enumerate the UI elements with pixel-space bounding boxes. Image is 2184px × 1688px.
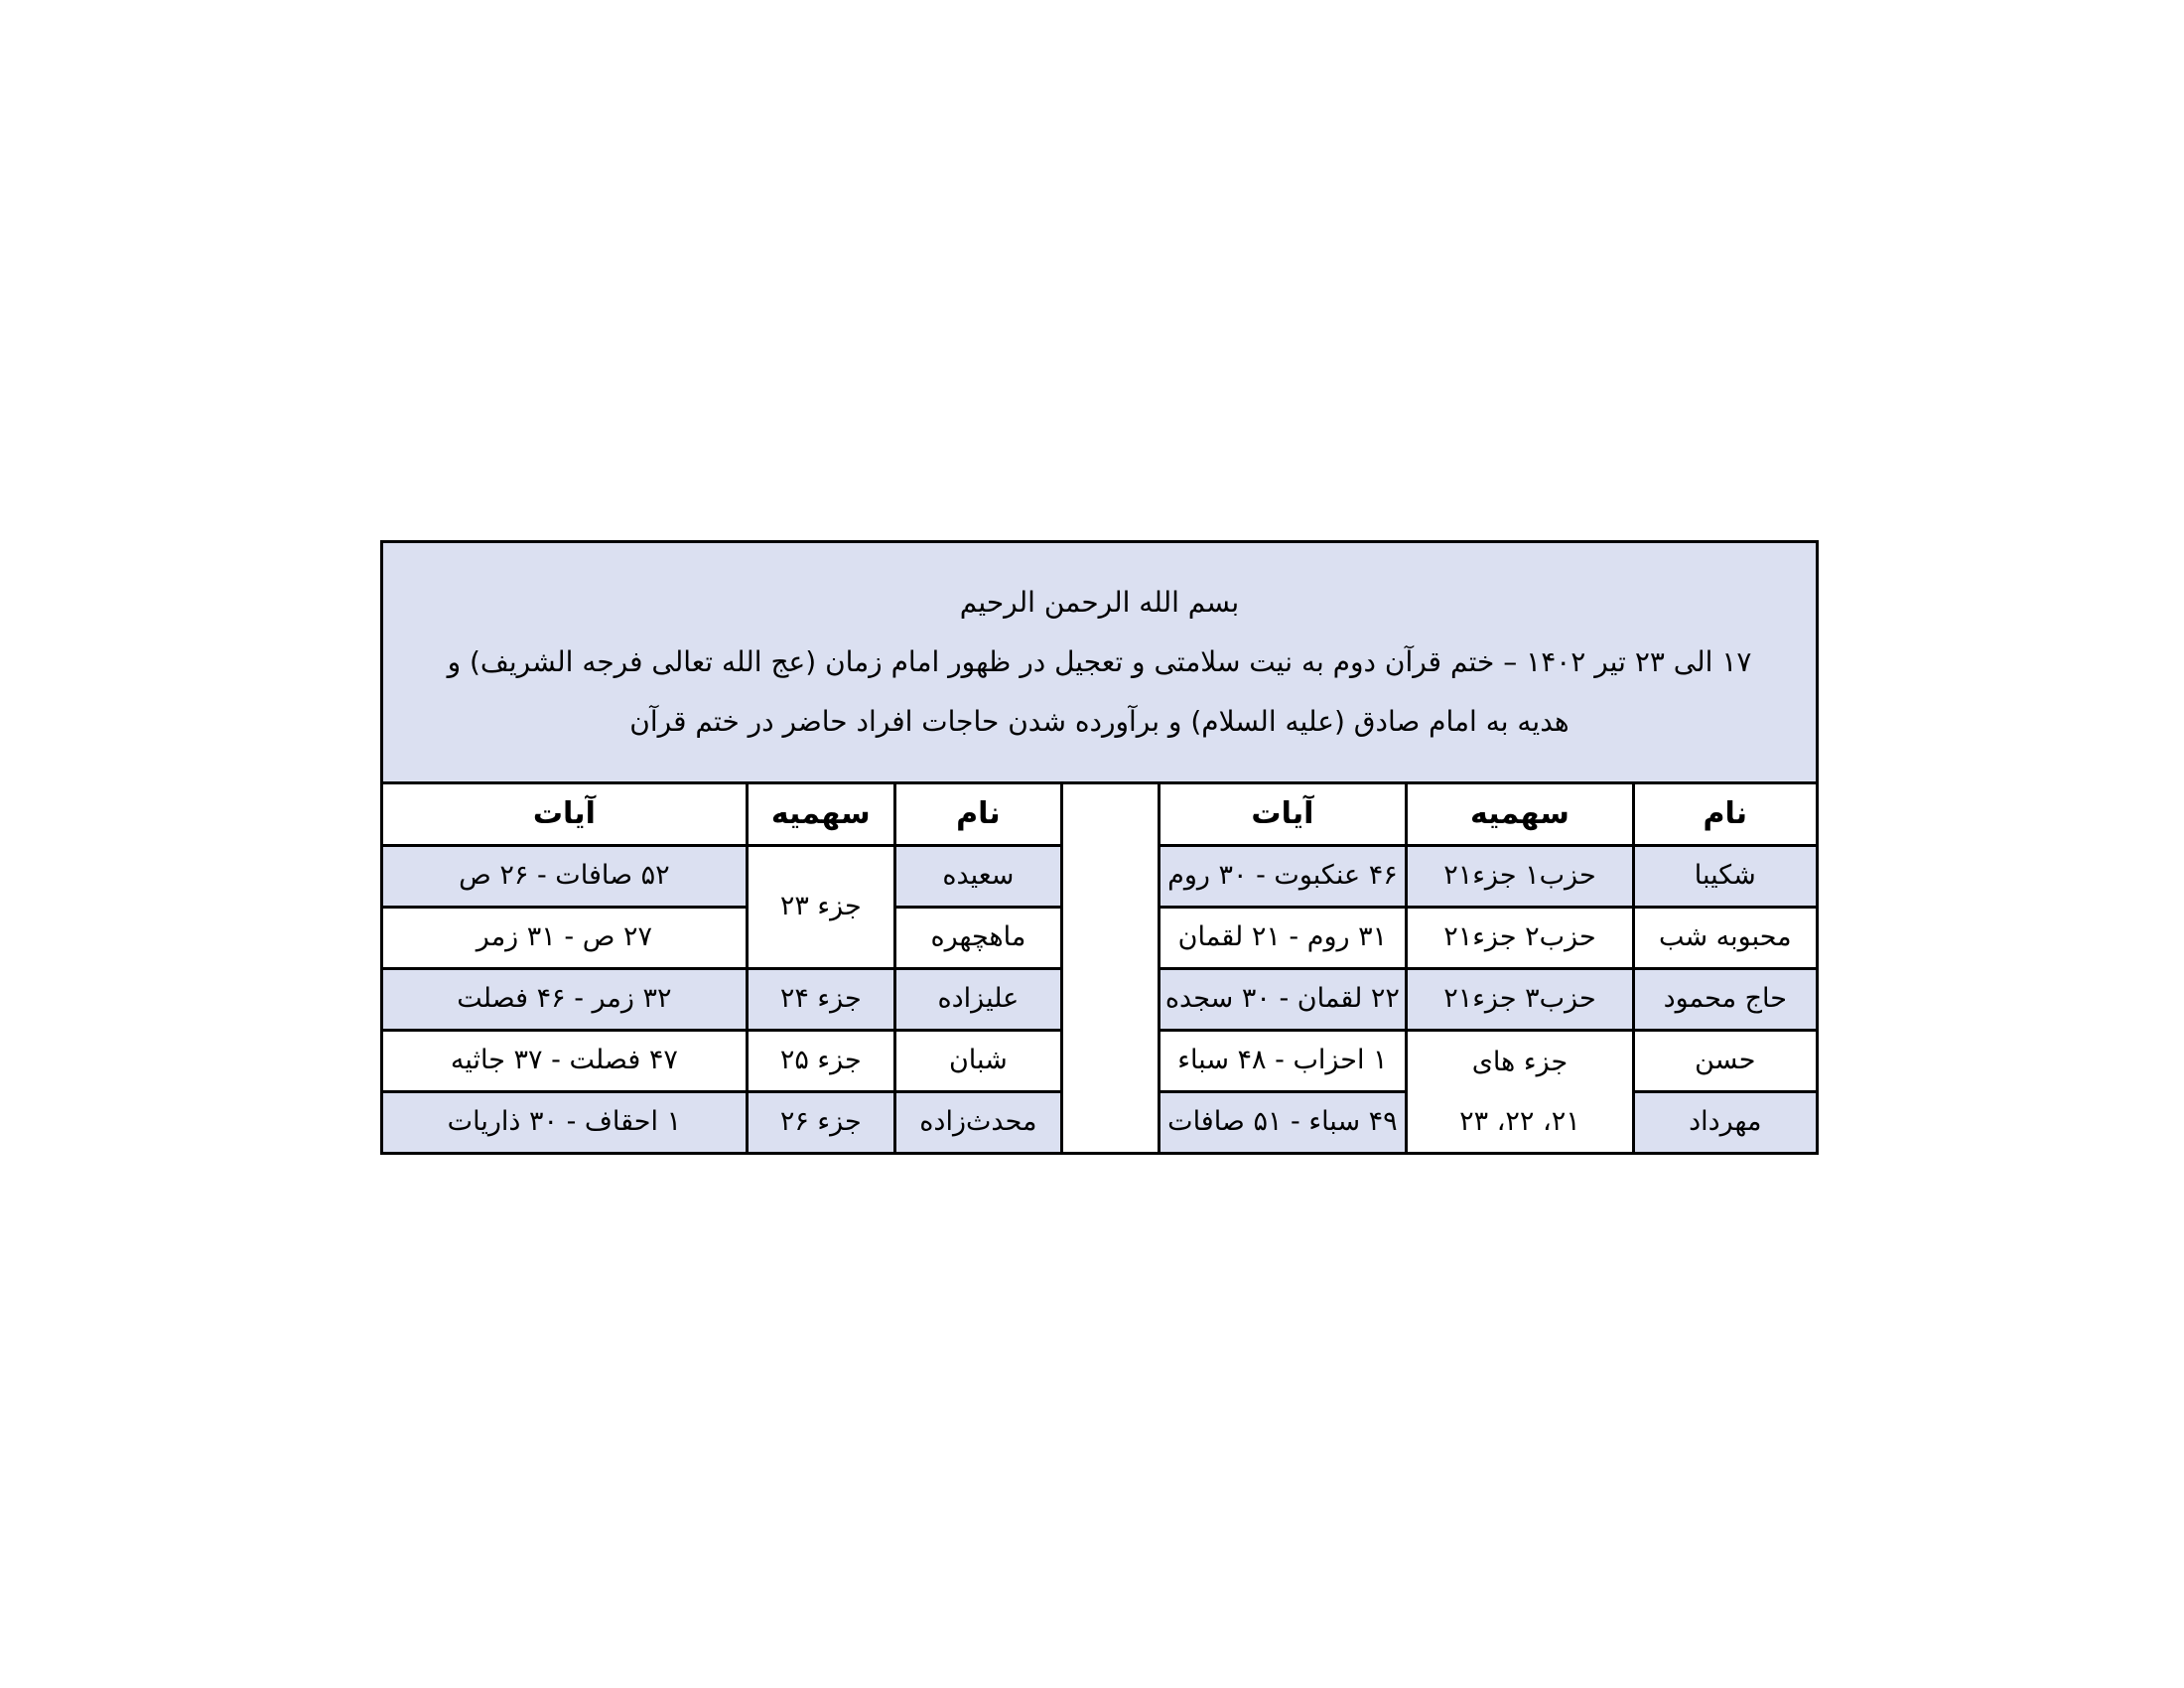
left-name-cell: سعیده [894,846,1061,908]
left-share-cell: جزء ۲۵ [747,1031,894,1092]
header-row [382,542,1818,783]
left-verses-header: آیات [382,783,748,846]
right-verses-cell: ۴۶ عنکبوت - ۳۰ روم [1159,846,1407,908]
right-verses-header: آیات [1159,783,1407,846]
merged-share-line-1: جزء های [1471,1046,1569,1077]
left-share-cell: جزء ۲۴ [747,969,894,1031]
quran-khatm-table [380,540,1819,1155]
right-name-cell: شکیبا [1633,846,1817,908]
dedication-line-2: هدیه به امام صادق (علیه السلام) و برآورده شدن حاجات افراد حاضر در ختم قرآن [629,705,1570,738]
left-name-cell: شبان [894,1031,1061,1092]
left-verses-cell: ۱ احقاف - ۳۰ ذاریات [382,1092,748,1154]
right-share-header: سهمیه [1407,783,1633,846]
table-spacer [1062,783,1160,1154]
right-name-cell: مهرداد [1633,1092,1817,1154]
column-header-row [382,783,1818,846]
right-name-cell: حاج محمود [1633,969,1817,1031]
left-verses-cell: ۳۲ زمر - ۴۶ فصلت [382,969,748,1031]
right-verses-cell: ۲۲ لقمان - ۳۰ سجده [1159,969,1407,1031]
left-share-header: سهمیه [747,783,894,846]
right-verses-cell: ۴۹ سباء - ۵۱ صافات [1159,1092,1407,1154]
header-cell [382,542,1818,783]
right-share-cell: حزب۱ جزء۲۱ [1407,846,1633,908]
left-name-cell: علیزاده [894,969,1061,1031]
left-share-cell: جزء ۲۶ [747,1092,894,1154]
right-share-cell: حزب۲ جزء۲۱ [1407,908,1633,969]
left-verses-cell: ۵۲ صافات - ۲۶ ص [382,846,748,908]
right-name-header: نام [1633,783,1817,846]
left-name-cell: ماهچهره [894,908,1061,969]
right-verses-cell: ۳۱ روم - ۲۱ لقمان [1159,908,1407,969]
merged-share-line-2: ۲۱، ۲۲، ۲۳ [1459,1105,1580,1137]
right-name-cell: محبوبه شب [1633,908,1817,969]
left-verses-cell: ۴۷ فصلت - ۳۷ جاثیه [382,1031,748,1092]
bismillah: بسم الله الرحمن الرحیم [959,586,1240,619]
left-verses-cell: ۲۷ ص - ۳۱ زمر [382,908,748,969]
right-share-cell: حزب۳ جزء۲۱ [1407,969,1633,1031]
left-name-cell: محدث‌زاده [894,1092,1061,1154]
right-name-cell: حسن [1633,1031,1817,1092]
left-share-merged-cell: جزء ۲۳ [747,846,894,969]
right-share-merged-cell [1407,1031,1633,1154]
left-name-header: نام [894,783,1061,846]
dedication-line-1: ۱۷ الی ۲۳ تیر ۱۴۰۲ – ختم قرآن دوم به نیت سلامتی و تعجیل در ظهور امام زمان (عج الله تعالی فرجه الشریف) و [447,645,1752,678]
right-verses-cell: ۱ احزاب - ۴۸ سباء [1159,1031,1407,1092]
